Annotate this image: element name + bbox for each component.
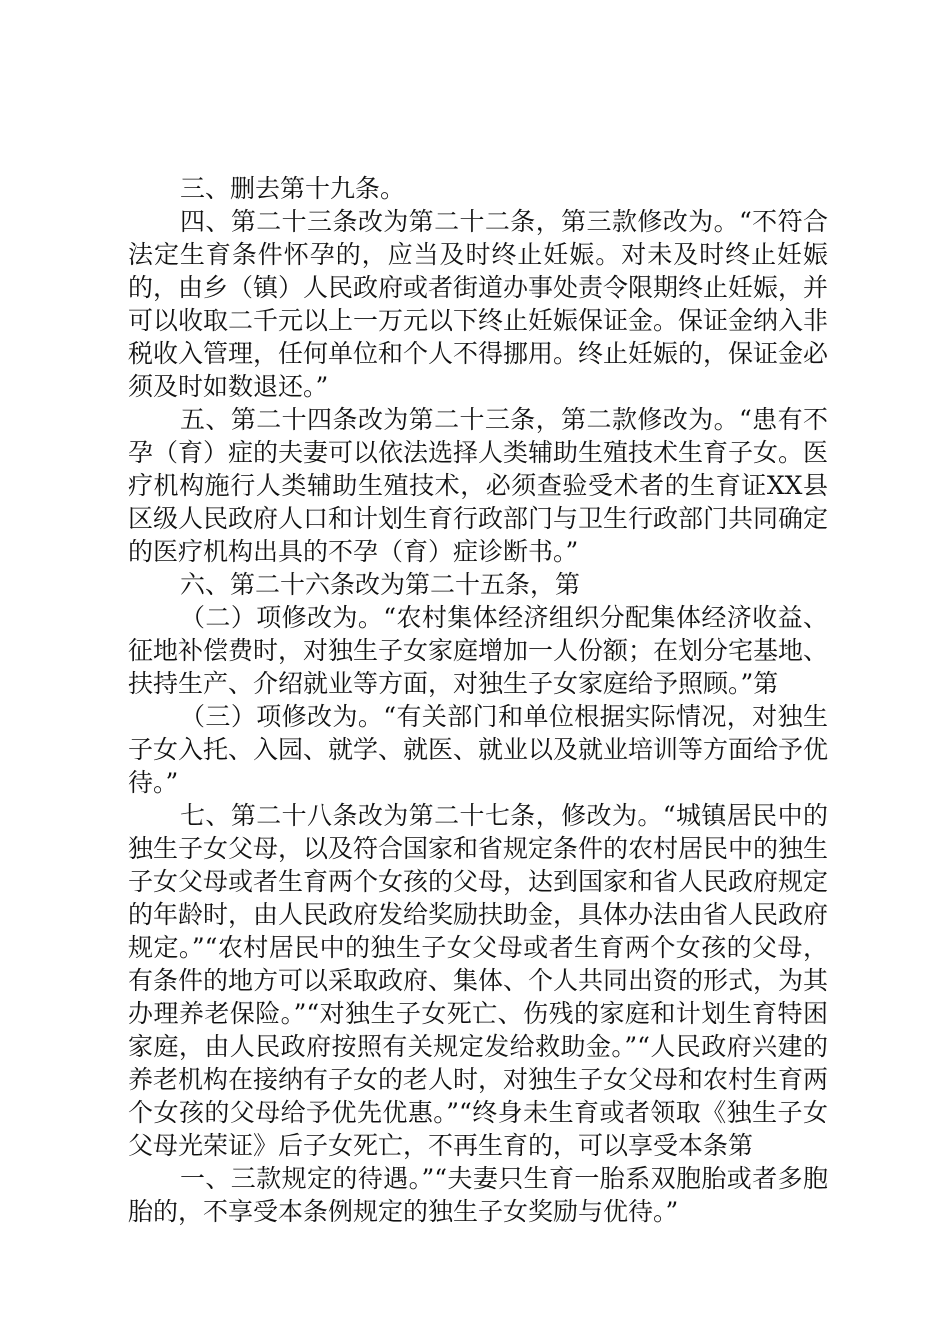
paragraph-8: 一、三款规定的待遇。”“夫妻只生育一胎系双胞胎或者多胞胎的，不享受本条例规定的独生子女奖励与优待。” [128, 1164, 828, 1226]
paragraph-7: 七、第二十八条改为第二十七条，修改为。“城镇居民中的独生子女父母，以及符合国家和省规定条件的农村居民中的独生子女父母或者生育两个女孩的父母，达到国家和省人民政府规定的年龄时，由人民政府发给奖励扶助金，具体办法由省人民政府规定。”“农村居民中的独生子女父母或者生育两个女孩的父母，有条件的地方可以采取政府、集体、个人共同出资的形式，为其办理养老保险。”“对独生子女死亡、伤残的家庭和计划生育特困家庭，由人民政府按照有关规定发给救助金。”“人民政府兴建的养老机构在接纳有子女的老人时，对独生子女父母和农村生育两个女孩的父母给予优先优惠。”“终身未生育或者领取《独生子女父母光荣证》后子女死亡，不再生育的，可以享受本条第 [128, 801, 829, 1160]
paragraph-2: 四、第二十三条改为第二十二条，第三款修改为。“不符合法定生育条件怀孕的，应当及时终止妊娠。对未及时终止妊娠的，由乡（镇）人民政府或者街道办事处责令限期终止妊娠，并可以收取二千元以上一万元以下终止妊娠保证金。保证金纳入非税收入管理，任何单位和个人不得挪用。终止妊娠的，保证金必须及时如数退还。” [128, 207, 829, 401]
paragraph-3: 五、第二十四条改为第二十三条，第二款修改为。“患有不孕（育）症的夫妻可以依法选择人类辅助生殖技术生育子女。医疗机构施行人类辅助生殖技术，必须查验受术者的生育证XX县区级人民政府人口和计划生育行政部门与卫生行政部门共同确定的医疗机构出具的不孕（育）症诊断书。” [128, 405, 829, 566]
document-body [128, 172, 828, 1228]
paragraph-5: （二）项修改为。“农村集体经济组织分配集体经济收益、征地补偿费时，对独生子女家庭增加一人份额；在划分宅基地、扶持生产、介绍就业等方面，对独生子女家庭给予照顾。”第 [128, 603, 829, 698]
paragraph-4: 六、第二十六条改为第二十五条，第 [180, 570, 581, 599]
paragraph-1: 三、删去第十九条。 [180, 174, 406, 203]
paragraph-6: （三）项修改为。“有关部门和单位根据实际情况，对独生子女入托、入园、就学、就医、就业以及就业培训等方面给予优待。” [128, 702, 829, 797]
